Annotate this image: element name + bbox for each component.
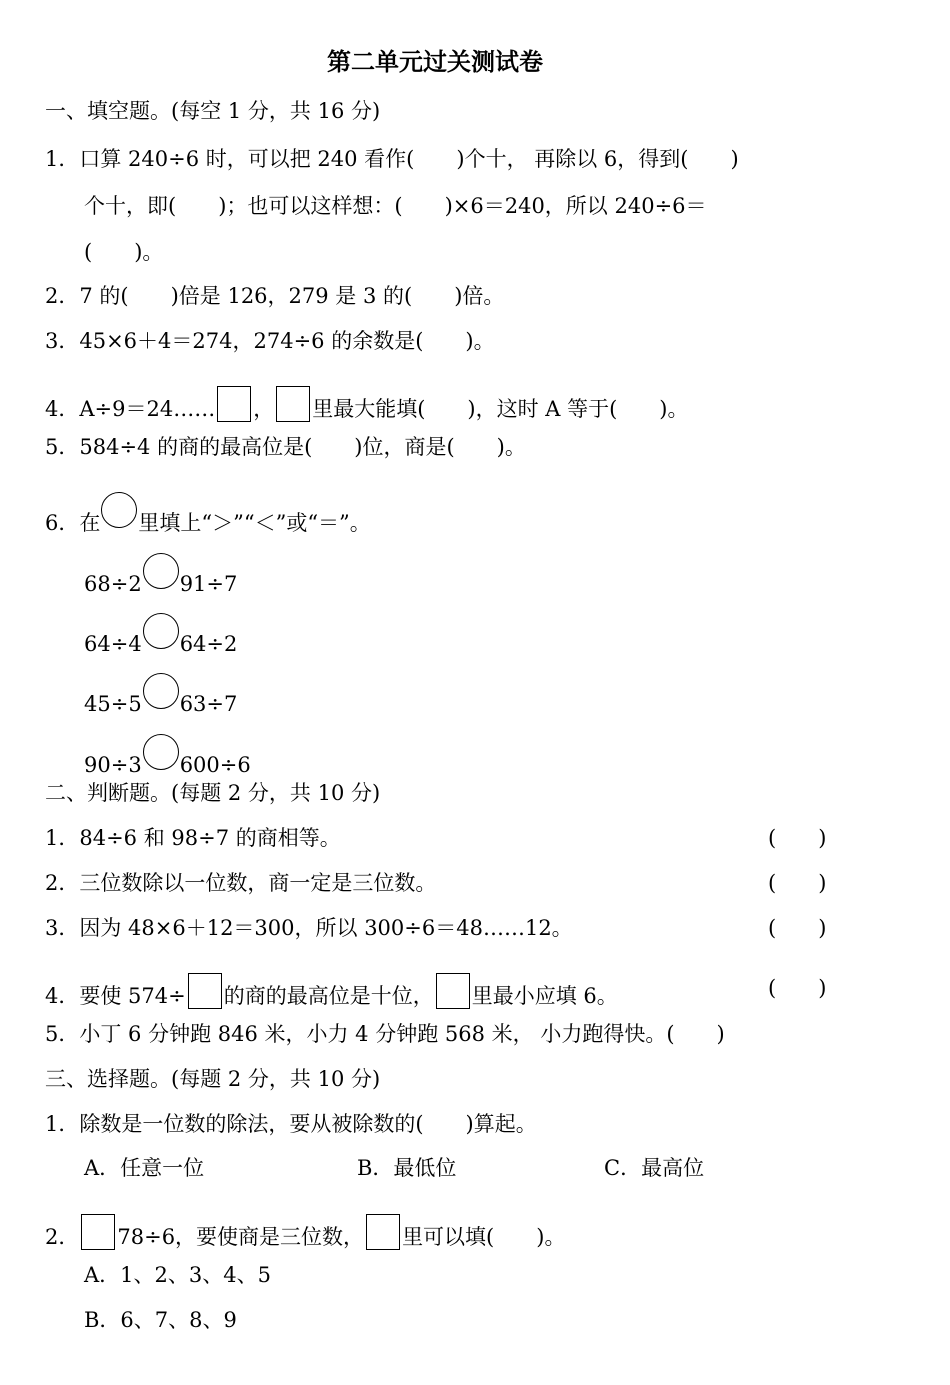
s3-q1: 1．除数是一位数的除法，要从被除数的( )算起。 [45, 1112, 537, 1136]
s1-q1-line1: 1．口算 240÷6 时，可以把 240 看作( )个十， 再除以 6，得到( ) [45, 147, 739, 171]
s3-q2-text-post: 里可以填( )。 [402, 1225, 566, 1249]
answer-bracket[interactable]: ( ) [768, 871, 827, 895]
s3-q2 [45, 1214, 565, 1252]
s2-q5: 5．小丁 6 分钟跑 846 米，小力 4 分钟跑 568 米， 小力跑得快。( ) [45, 1022, 725, 1046]
comparison-left: 64÷4 [84, 632, 142, 656]
comparison-row [84, 553, 237, 599]
comparison-row [84, 734, 251, 780]
answer-bracket[interactable]: ( ) [768, 826, 827, 850]
answer-box[interactable] [276, 386, 310, 422]
s2-q1: 1．84÷6 和 98÷7 的商相等。 [45, 826, 341, 850]
s2-q4-text-post: 里最小应填 6。 [471, 984, 618, 1008]
answer-box[interactable] [188, 973, 222, 1009]
section-3-header: 三、选择题。(每题 2 分，共 10 分) [45, 1067, 381, 1091]
option-b[interactable]: B．最低位 [357, 1156, 457, 1180]
comparison-right: 64÷2 [179, 632, 238, 656]
s1-q4-text-post: 里最大能填( )，这时 A 等于( )。 [312, 397, 689, 421]
s1-q6-text-pre: 6．在 [45, 511, 101, 535]
compare-circle[interactable] [143, 673, 179, 709]
compare-circle[interactable] [143, 553, 179, 589]
option-b[interactable]: B．6、7、8、9 [84, 1308, 237, 1332]
s1-q2: 2．7 的( )倍是 126，279 是 3 的( )倍。 [45, 284, 505, 308]
s3-q2-text-mid: 78÷6，要使商是三位数， [117, 1225, 365, 1249]
s1-q1-line2: 个十，即( )；也可以这样想：( )×6＝240，所以 240÷6＝ [84, 194, 707, 218]
s2-q3: 3．因为 48×6＋12＝300，所以 300÷6＝48……12。 [45, 916, 573, 940]
option-a[interactable]: A．任意一位 [84, 1156, 205, 1180]
s1-q4 [45, 386, 689, 424]
section-1-header: 一、填空题。(每空 1 分，共 16 分) [45, 99, 381, 123]
s1-q4-text-mid: ， [253, 397, 275, 421]
compare-circle[interactable] [143, 613, 179, 649]
answer-box[interactable] [366, 1214, 400, 1250]
s3-q2-text-pre: 2． [45, 1225, 80, 1249]
comparison-left: 68÷2 [84, 572, 142, 596]
section-2-header: 二、判断题。(每题 2 分，共 10 分) [45, 781, 381, 805]
compare-circle[interactable] [143, 734, 179, 770]
comparison-right: 63÷7 [179, 692, 238, 716]
s1-q1-line3: ( )。 [84, 240, 164, 264]
answer-box[interactable] [436, 973, 470, 1009]
answer-bracket[interactable]: ( ) [768, 916, 827, 940]
comparison-row [84, 613, 237, 659]
option-a[interactable]: A．1、2、3、4、5 [84, 1263, 271, 1287]
comparison-right: 600÷6 [179, 753, 251, 777]
s1-q6 [45, 492, 371, 538]
s1-q3: 3．45×6＋4＝274，274÷6 的余数是( )。 [45, 329, 495, 353]
page-title: 第二单元过关测试卷 [327, 48, 543, 76]
comparison-right: 91÷7 [179, 572, 238, 596]
comparison-left: 45÷5 [84, 692, 142, 716]
comparison-left: 90÷3 [84, 753, 142, 777]
s2-q2: 2．三位数除以一位数，商一定是三位数。 [45, 871, 437, 895]
option-c[interactable]: C．最高位 [604, 1156, 705, 1180]
s1-q5: 5．584÷4 的商的最高位是( )位，商是( )。 [45, 435, 526, 459]
s2-q4-text-mid: 的商的最高位是十位， [223, 984, 434, 1008]
s2-q4-text-pre: 4．要使 574÷ [45, 984, 186, 1008]
comparison-row [84, 673, 237, 719]
s1-q4-text-pre: 4．A÷9＝24…… [45, 397, 216, 421]
compare-circle[interactable] [101, 492, 137, 528]
answer-box[interactable] [81, 1214, 115, 1250]
s1-q6-text-post: 里填上“＞”“＜”或“＝”。 [138, 511, 371, 535]
answer-bracket[interactable]: ( ) [768, 976, 827, 1000]
answer-box[interactable] [217, 386, 251, 422]
s2-q4 [45, 973, 618, 1011]
